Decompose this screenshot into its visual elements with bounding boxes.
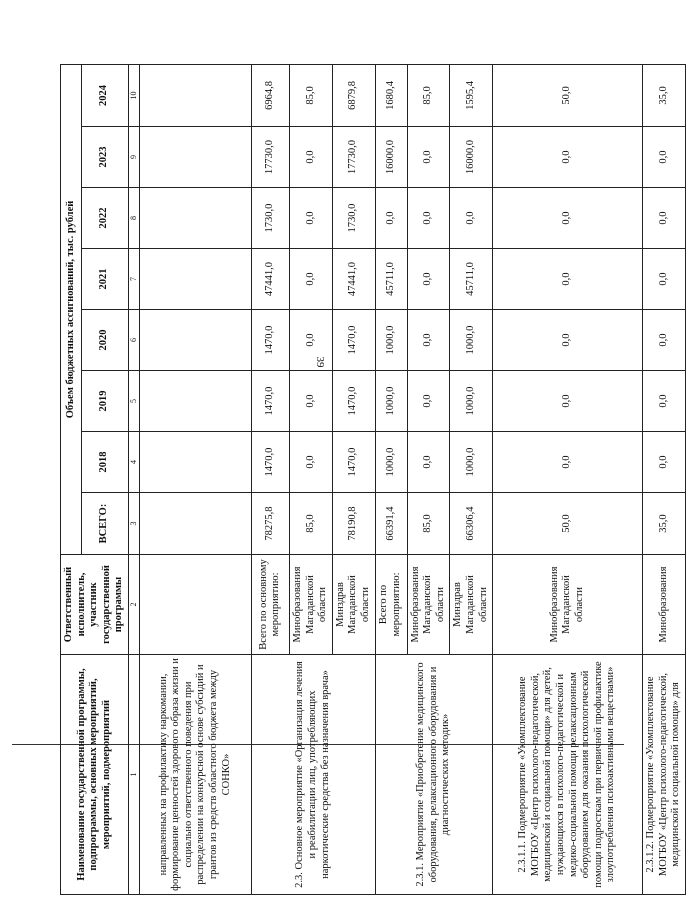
year-value-cell: 45711,0 (450, 249, 493, 310)
executor-cell: Минздрав Магаданской области (332, 555, 375, 655)
year-value-cell: 0,0 (493, 432, 643, 493)
year-value-cell: 1730,0 (251, 188, 289, 249)
year-value-cell: 17730,0 (251, 127, 289, 188)
year-value-cell: 0,0 (407, 371, 450, 432)
total-cell: 85,0 (289, 493, 332, 555)
column-index-cell: 8 (128, 188, 139, 249)
year-value-cell: 0,0 (643, 188, 686, 249)
column-index-cell: 10 (128, 64, 139, 126)
header-year: 2019 (81, 371, 128, 432)
year-value-cell: 0,0 (643, 249, 686, 310)
year-value-cell: 1000,0 (375, 310, 407, 371)
column-index-cell: 4 (128, 432, 139, 493)
year-value-cell: 85,0 (407, 64, 450, 126)
year-value-cell: 0,0 (289, 188, 332, 249)
empty-cell (139, 310, 251, 371)
year-value-cell: 17730,0 (332, 127, 375, 188)
column-index-row (128, 64, 139, 894)
measure-name: 2.3.1. Мероприятие «Приобретение медицинского оборудования, релаксационного оборудования и диагностических методик» (375, 655, 493, 895)
executor-cell: Минобразования Магаданской области (289, 555, 332, 655)
executor-cell: Минобразования (643, 555, 686, 655)
year-value-cell: 85,0 (289, 64, 332, 126)
year-value-cell: 1595,4 (450, 64, 493, 126)
total-cell: 85,0 (407, 493, 450, 555)
year-value-cell: 0,0 (375, 188, 407, 249)
measure-name: 2.3.1.1. Подмероприятие «Укомплектование МОГБОУ «Центр психолого-педагогической, медицинской и социальной помощи» для детей, нуждающихся в психолого-педагогической и медико-социальной помощи релаксационным оборудованием для оказания психологической помощи подросткам при первичной профилактике злоупотребления психоактивными веществами» (493, 655, 643, 895)
table-body (139, 64, 685, 894)
header-name: Наименование государственной программы, подпрограммы, основных мероприятий, мероприятий, подмероприятий (61, 655, 129, 895)
year-value-cell: 1470,0 (251, 371, 289, 432)
year-value-cell: 0,0 (493, 249, 643, 310)
column-index-cell: 1 (128, 655, 139, 895)
year-value-cell: 0,0 (643, 127, 686, 188)
measure-name: 2.3. Основное мероприятие «Организация лечения и реабилитации лиц, употребляющих наркотические средства без назначения врача» (251, 655, 375, 895)
header-total: ВСЕГО: (81, 493, 128, 555)
total-cell: 35,0 (643, 493, 686, 555)
header-executor: Ответственный исполнитель, участник государственной программы (61, 555, 129, 655)
empty-cell (139, 555, 251, 655)
year-value-cell: 47441,0 (332, 249, 375, 310)
table-row (251, 64, 289, 894)
year-value-cell: 0,0 (450, 188, 493, 249)
column-index-cell: 3 (128, 493, 139, 555)
year-value-cell: 0,0 (289, 127, 332, 188)
year-value-cell: 6964,8 (251, 64, 289, 126)
executor-cell: Минобразования Магаданской области (407, 555, 450, 655)
page-number: 39 (314, 356, 326, 368)
empty-cell (139, 493, 251, 555)
empty-cell (139, 432, 251, 493)
year-value-cell: 0,0 (643, 310, 686, 371)
empty-cell (139, 371, 251, 432)
total-cell: 66391,4 (375, 493, 407, 555)
total-cell: 50,0 (493, 493, 643, 555)
year-value-cell: 1000,0 (375, 432, 407, 493)
total-cell: 78190,8 (332, 493, 375, 555)
year-value-cell: 1730,0 (332, 188, 375, 249)
year-value-cell: 1470,0 (332, 371, 375, 432)
executor-cell: Всего по мероприятию: (375, 555, 407, 655)
rotated-table-sheet (60, 65, 682, 895)
year-value-cell: 45711,0 (375, 249, 407, 310)
year-value-cell: 0,0 (407, 249, 450, 310)
year-value-cell: 6879,8 (332, 64, 375, 126)
table-row (493, 64, 643, 894)
year-value-cell: 1680,4 (375, 64, 407, 126)
column-index-cell: 7 (128, 249, 139, 310)
year-value-cell: 1470,0 (332, 432, 375, 493)
total-cell: 78275,8 (251, 493, 289, 555)
year-value-cell: 35,0 (643, 64, 686, 126)
column-index-cell: 6 (128, 310, 139, 371)
year-value-cell: 0,0 (493, 310, 643, 371)
measure-name: 2.3.1.2. Подмероприятие «Укомплектование МОГБОУ «Центр психолого-педагогической, медицинской и социальной помощи» для (643, 655, 686, 895)
header-year: 2022 (81, 188, 128, 249)
header-year: 2024 (81, 64, 128, 126)
year-value-cell: 1000,0 (450, 371, 493, 432)
year-value-cell: 0,0 (407, 310, 450, 371)
year-value-cell: 1470,0 (332, 310, 375, 371)
year-value-cell: 0,0 (289, 371, 332, 432)
year-value-cell: 0,0 (493, 188, 643, 249)
year-value-cell: 0,0 (407, 127, 450, 188)
executor-cell: Всего по основному мероприятию: (251, 555, 289, 655)
year-value-cell: 0,0 (643, 371, 686, 432)
year-value-cell: 0,0 (493, 371, 643, 432)
year-value-cell: 1000,0 (375, 371, 407, 432)
header-year: 2020 (81, 310, 128, 371)
table-row (139, 64, 251, 894)
year-value-cell: 1470,0 (251, 310, 289, 371)
empty-cell (139, 188, 251, 249)
column-index-cell: 5 (128, 371, 139, 432)
year-value-cell: 47441,0 (251, 249, 289, 310)
year-value-cell: 16000,0 (450, 127, 493, 188)
header-year: 2023 (81, 127, 128, 188)
year-value-cell: 0,0 (493, 127, 643, 188)
executor-cell: Минобразования Магаданской области (493, 555, 643, 655)
empty-cell (139, 249, 251, 310)
year-value-cell: 1470,0 (251, 432, 289, 493)
year-value-cell: 1000,0 (450, 432, 493, 493)
year-value-cell: 1000,0 (450, 310, 493, 371)
executor-cell: Минздрав Магаданской области (450, 555, 493, 655)
empty-cell (139, 127, 251, 188)
year-value-cell: 0,0 (407, 188, 450, 249)
year-value-cell: 0,0 (289, 432, 332, 493)
year-value-cell: 0,0 (407, 432, 450, 493)
empty-cell (139, 64, 251, 126)
column-index-cell: 2 (128, 555, 139, 655)
year-value-cell: 50,0 (493, 64, 643, 126)
year-value-cell: 0,0 (289, 310, 332, 371)
header-funding-group: Объем бюджетных ассигнований, тыс. рублей (61, 64, 82, 554)
year-value-cell: 0,0 (643, 432, 686, 493)
total-cell: 66306,4 (450, 493, 493, 555)
budget-table (60, 64, 686, 895)
year-value-cell: 16000,0 (375, 127, 407, 188)
column-index-cell: 9 (128, 127, 139, 188)
year-value-cell: 0,0 (289, 249, 332, 310)
table-row (643, 64, 686, 894)
table-row (375, 64, 407, 894)
header-year: 2018 (81, 432, 128, 493)
measure-name: направленных на профилактику наркомании, формирование ценностей здорового образа жизни и социально ответственного поведения при распределении на конкурсной основе субсидий и грантов из средств областного бюджета между СОНКО» (139, 655, 251, 895)
header-year: 2021 (81, 249, 128, 310)
